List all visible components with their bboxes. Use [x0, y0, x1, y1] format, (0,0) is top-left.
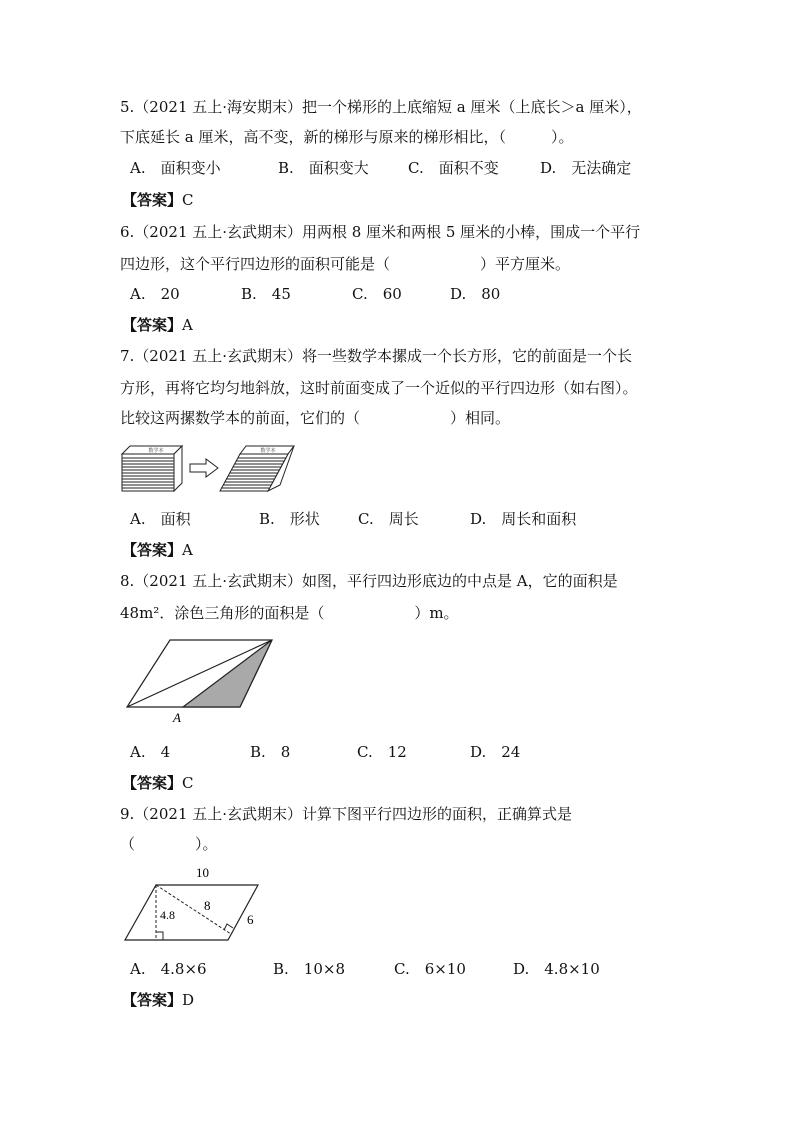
q6-answer: [122, 315, 193, 335]
answer-value: C: [182, 774, 194, 792]
q8-option-b: B. 8: [250, 743, 291, 761]
q6-option-c: C. 60: [352, 285, 402, 303]
q5-options: [130, 158, 690, 178]
q9-option-d: D. 4.8×10: [513, 960, 600, 978]
height-label: 4.8: [160, 908, 175, 922]
q7-option-d: D. 周长和面积: [470, 510, 577, 528]
q5-option-c: C. 面积不变: [408, 159, 499, 177]
right-angle-mark: [156, 932, 163, 940]
q6-option-a: A. 20: [130, 285, 180, 303]
q6-line-2: 四边形，这个平行四边形的面积可能是（ ）平方厘米。: [120, 255, 571, 273]
q8-option-d: D. 24: [470, 743, 521, 761]
q7-book-stack-figure: [118, 440, 308, 498]
q8-line-2: 48m²．涂色三角形的面积是（ ）m。: [120, 604, 459, 622]
box-cover-label: 数学本: [148, 449, 164, 454]
q5-option-d: D. 无法确定: [540, 159, 632, 177]
q6-options: [130, 284, 690, 304]
q5-line-2: 下底延长 a 厘米，高不变，新的梯形与原来的梯形相比，（ ）。: [120, 128, 574, 146]
q9-option-b: B. 10×8: [273, 960, 345, 978]
q6-line-1: 6.（2021 五上·玄武期末）用两根 8 厘米和两根 5 厘米的小棒，围成一个平行: [120, 223, 641, 241]
q9-line-1: 9.（2021 五上·玄武期末）计算下图平行四边形的面积，正确算式是: [120, 805, 573, 823]
q8-option-c: C. 12: [357, 743, 407, 761]
answer-value: A: [182, 316, 193, 334]
q9-line-2: （ ）。: [120, 835, 218, 853]
answer-tag: 【答案】: [122, 774, 183, 792]
q7-line-3: 比较这两摞数学本的前面，它们的（ ）相同。: [120, 409, 511, 427]
q9-parallelogram-figure: [120, 860, 270, 946]
q8-option-a: A. 4: [130, 743, 171, 761]
q7-answer: [122, 540, 193, 560]
q8-answer: [122, 773, 194, 793]
q5-line-1: 5.（2021 五上·海安期末）把一个梯形的上底缩短 a 厘米（上底长＞a 厘米），: [120, 98, 642, 116]
q6-option-b: B. 45: [241, 285, 291, 303]
answer-value: A: [182, 541, 193, 559]
q5-answer: [122, 190, 194, 210]
slanted-book-stack: [220, 446, 294, 491]
q7-options: [130, 509, 690, 529]
q7-line-1: 7.（2021 五上·玄武期末）将一些数学本摞成一个长方形，它的前面是一个长: [120, 347, 633, 365]
box-side-face: [174, 446, 182, 491]
side-label: 6: [247, 912, 254, 927]
q5-option-b: B. 面积变大: [278, 159, 369, 177]
answer-tag: 【答案】: [122, 316, 183, 334]
answer-value: C: [182, 191, 194, 209]
q9-options: [130, 959, 690, 979]
q7-option-b: B. 形状: [259, 510, 320, 528]
arrow-icon: [190, 459, 218, 477]
shaded-triangle: [183, 640, 272, 707]
side-height-label: 8: [204, 898, 211, 913]
answer-tag: 【答案】: [122, 191, 183, 209]
q9-answer: [122, 990, 194, 1010]
answer-tag: 【答案】: [122, 991, 183, 1009]
q9-option-a: A. 4.8×6: [130, 960, 207, 978]
answer-value: D: [182, 991, 195, 1009]
parallelogram-outline: [125, 885, 258, 940]
q7-line-2: 方形，再将它均匀地斜放，这时前面变成了一个近似的平行四边形（如右图）。: [120, 379, 638, 397]
q5-option-a: A. 面积变小: [130, 159, 221, 177]
q6-option-d: D. 80: [450, 285, 501, 303]
q7-option-c: C. 周长: [358, 510, 419, 528]
q8-options: [130, 742, 690, 762]
q8-parallelogram-figure: [120, 632, 280, 728]
q8-line-1: 8.（2021 五上·玄武期末）如图，平行四边形底边的中点是 A，它的面积是: [120, 572, 618, 590]
slant-cover-label: 数学本: [260, 449, 276, 454]
base-label: 10: [196, 865, 209, 880]
midpoint-a-label: A: [173, 710, 181, 725]
right-angle-mark: [224, 924, 233, 930]
q9-option-c: C. 6×10: [394, 960, 466, 978]
q7-option-a: A. 面积: [130, 510, 191, 528]
answer-tag: 【答案】: [122, 541, 183, 559]
